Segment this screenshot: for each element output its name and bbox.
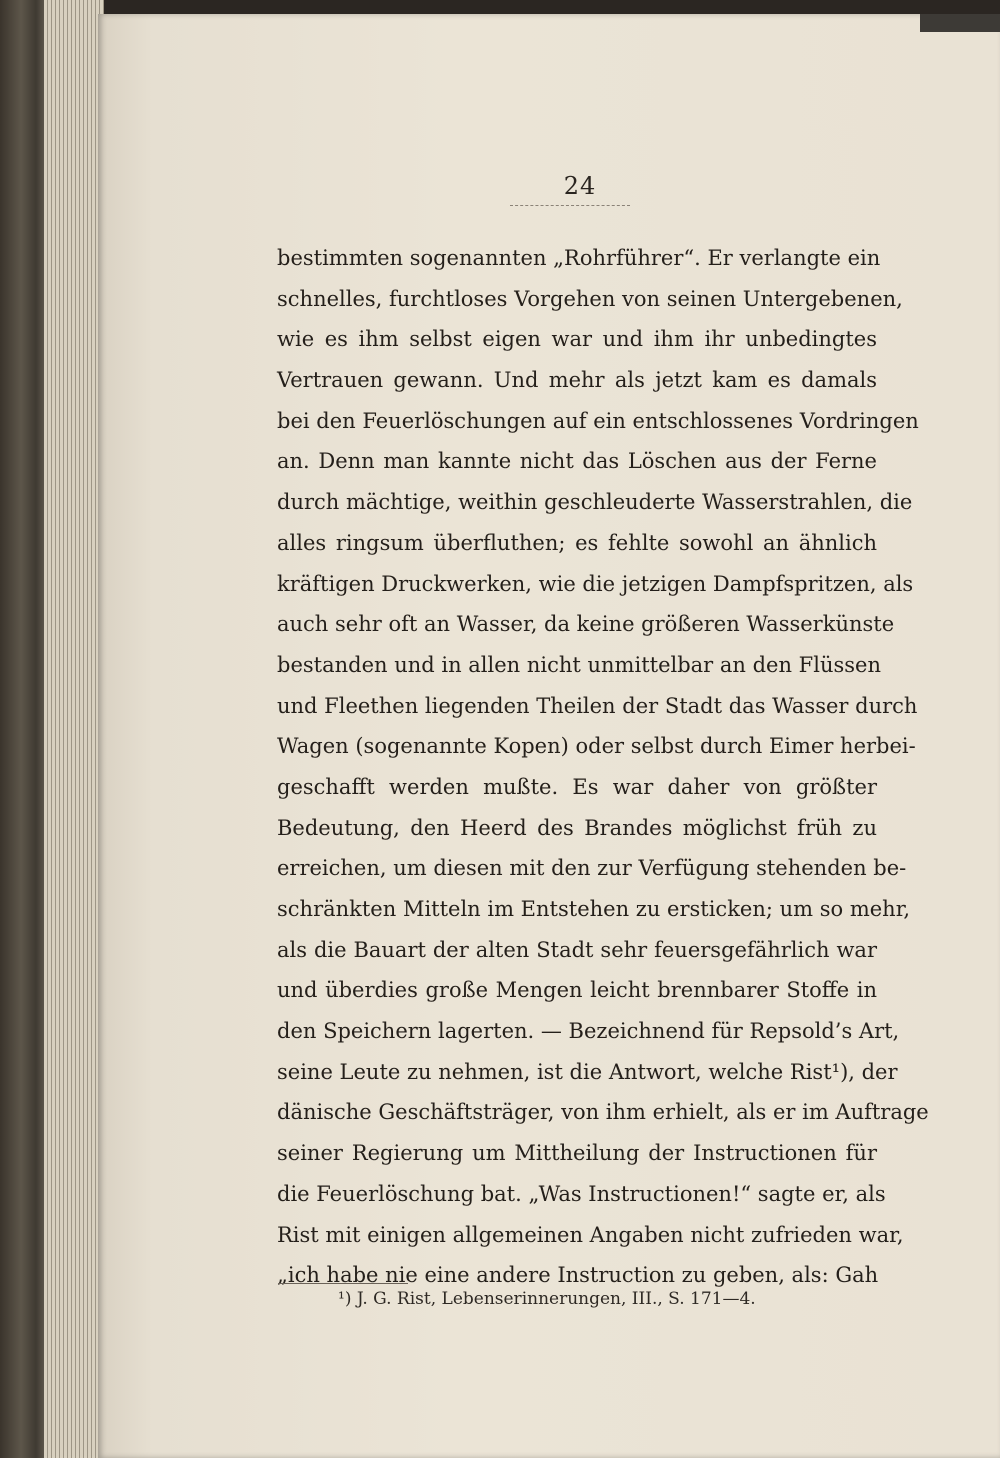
text-line: schränkten Mitteln im Entstehen zu ersticken; um so mehr, [277, 897, 911, 921]
page-edges [44, 0, 104, 1458]
footnote: ¹) J. G. Rist, Lebenserinnerungen, III., S. 171—4. [338, 1289, 756, 1309]
text-line: Wagen (sogenannte Kopen) oder selbst durch Eimer herbei- [277, 734, 916, 759]
text-line: an. Denn man kannte nicht das Löschen aus der Ferne [277, 449, 877, 474]
text-line: als die Bauart der alten Stadt sehr feuersgefährlich war [277, 937, 877, 962]
text-line: Bedeutung, den Heerd des Brandes möglichst früh zu [277, 815, 877, 840]
text-line: bei den Feuerlöschungen auf ein entschlossenes Vordringen [277, 408, 919, 433]
scan-corner [920, 14, 1000, 32]
text-line: Vertrauen gewann. Und mehr als jetzt kam es damals [277, 368, 877, 393]
text-line: den Speichern lagerten. — Bezeichnend für Repsold’s Art, [277, 1019, 900, 1044]
text-line: dänische Geschäftsträger, von ihm erhielt, als er im Auftrage [277, 1100, 929, 1125]
text-line: durch mächtige, weithin geschleuderte Wasserstrahlen, die [277, 490, 913, 515]
text-line: alles ringsum überfluthen; es fehlte sowohl an ähnlich [277, 530, 877, 555]
text-line: Rist mit einigen allgemeinen Angaben nicht zufrieden war, [277, 1222, 904, 1247]
body-text [277, 238, 929, 1296]
text-line: bestimmten sogenannten „Rohrführer“. Er verlangte ein [277, 246, 881, 270]
text-line: kräftigen Druckwerken, wie die jetzigen Dampfspritzen, als [277, 571, 914, 596]
page-number-rule [510, 205, 630, 206]
page-number: 24 [563, 172, 597, 200]
text-line: wie es ihm selbst eigen war und ihm ihr unbedingtes [277, 327, 877, 352]
text-line: „ich habe nie eine andere Instruction zu geben, als: Gah [277, 1263, 879, 1288]
text-line: die Feuerlöschung bat. „Was Instructionen!“ sagte er, als [277, 1181, 886, 1206]
text-line: bestanden und in allen nicht unmittelbar an den Flüssen [277, 652, 881, 677]
text-line: und überdies große Mengen leicht brennbarer Stoffe in [277, 978, 877, 1003]
text-line: erreichen, um diesen mit den zur Verfügung stehenden be- [277, 856, 907, 881]
text-line: seine Leute zu nehmen, ist die Antwort, welche Rist¹), der [277, 1059, 898, 1084]
text-line: auch sehr oft an Wasser, da keine größeren Wasserkünste [277, 612, 895, 637]
text-line: schnelles, furchtloses Vorgehen von seinen Untergebenen, [277, 286, 903, 311]
text-line: geschafft werden mußte. Es war daher von größter [277, 774, 877, 799]
footnote-rule [278, 1283, 408, 1284]
text-line: seiner Regierung um Mittheilung der Instructionen für [277, 1141, 877, 1166]
text-line: und Fleethen liegenden Theilen der Stadt das Wasser durch [277, 693, 918, 718]
